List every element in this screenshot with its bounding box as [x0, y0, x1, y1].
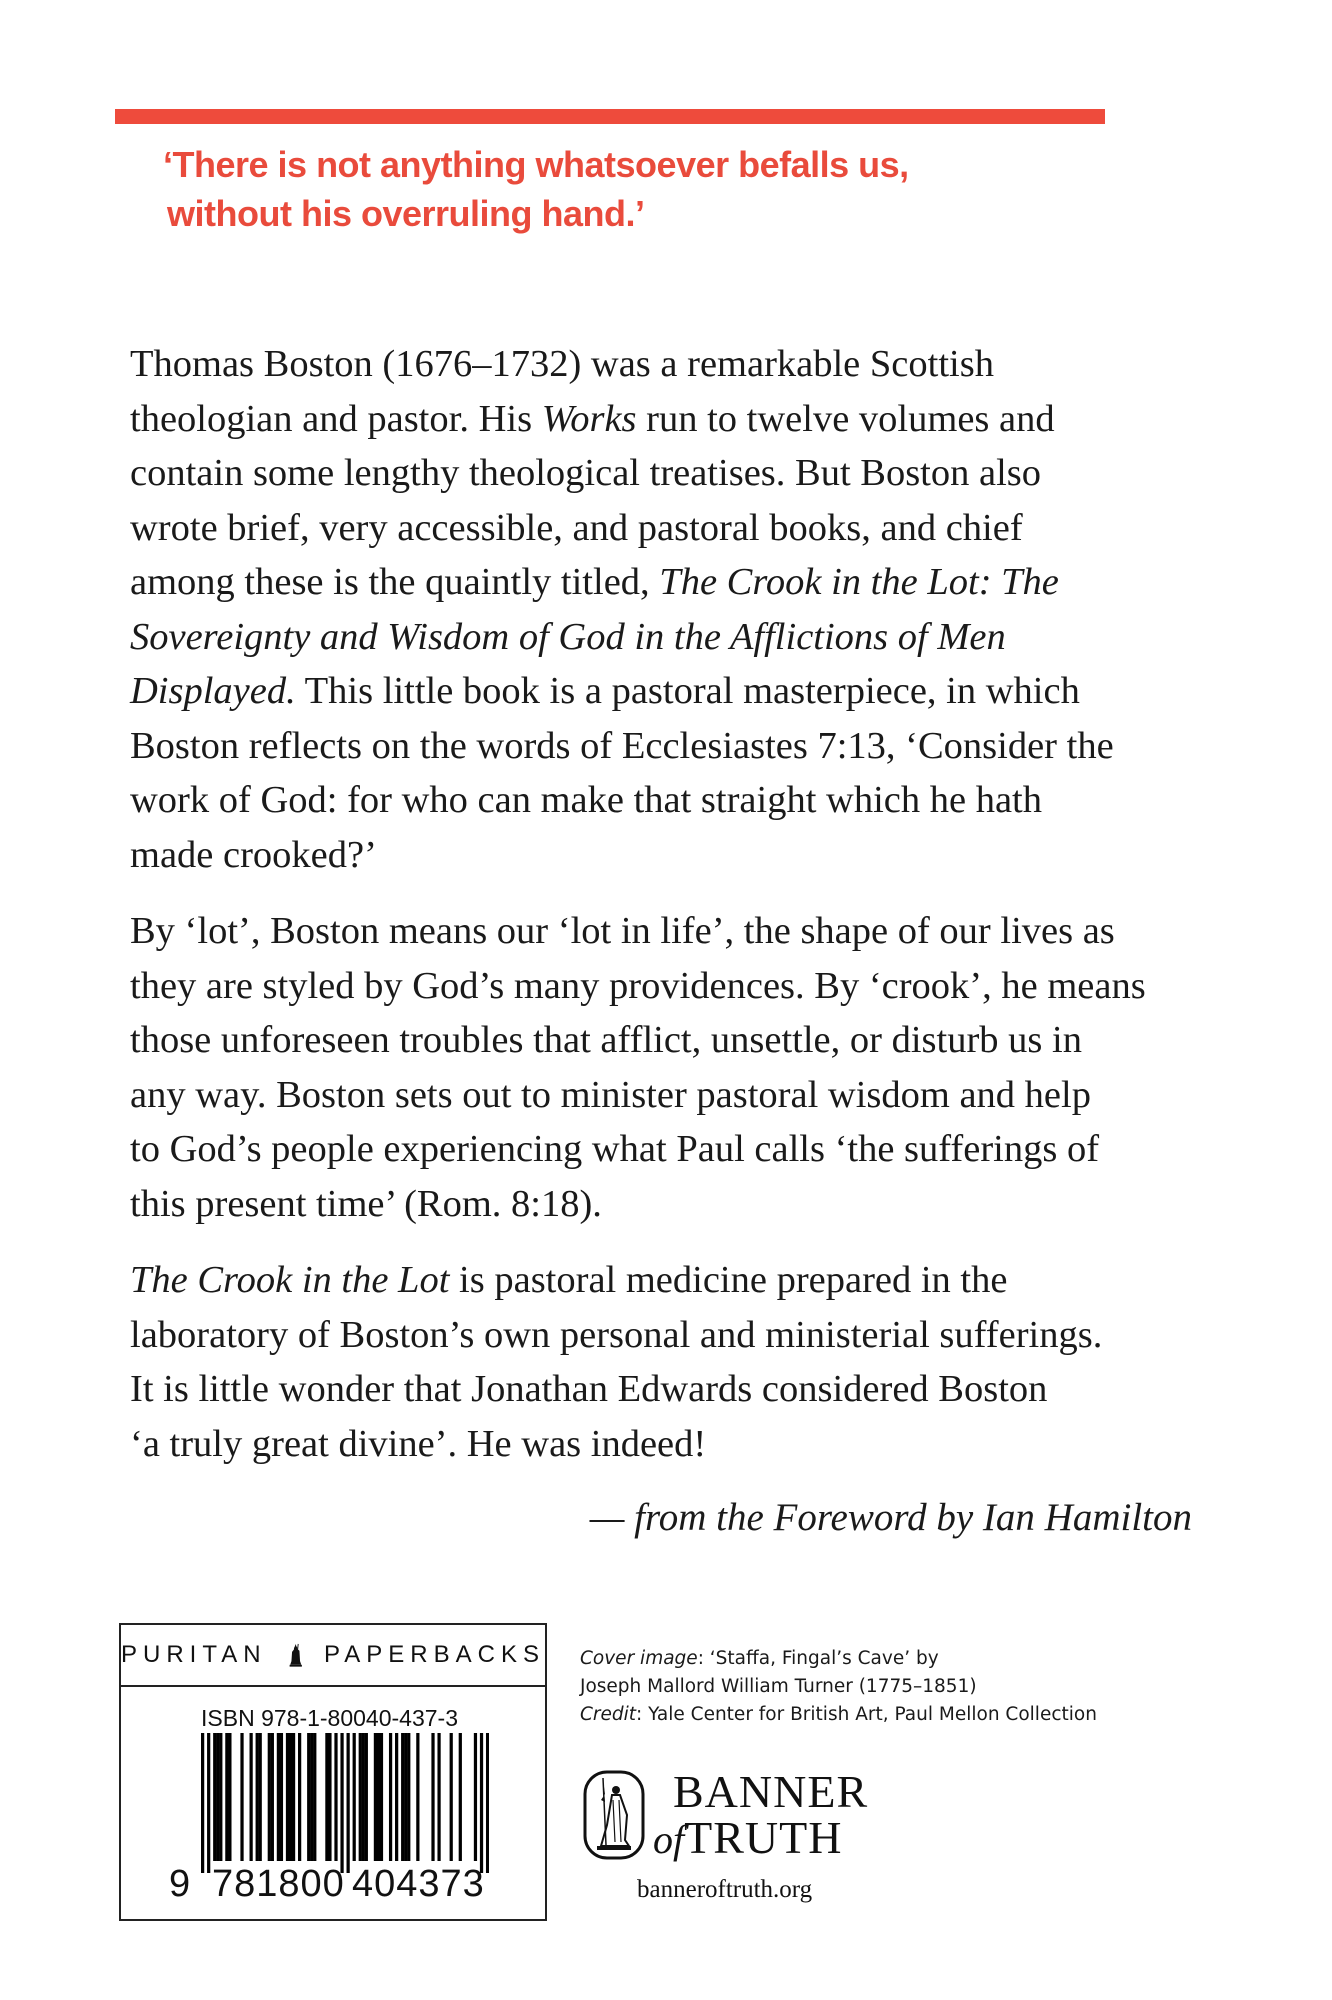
- barcode-bar: [347, 1733, 350, 1873]
- text-line: [130, 904, 1210, 959]
- barcode-bar: [307, 1733, 310, 1861]
- text-line: [130, 1122, 1210, 1177]
- text-run: Boston reflects on the words of Ecclesiastes 7:13, ‘Consider the: [130, 724, 1114, 767]
- text-line: [130, 392, 1210, 447]
- text-line: [130, 1417, 1210, 1472]
- pull-quote-line: without his overruling hand.’: [167, 193, 645, 234]
- barcode-bar: [404, 1733, 407, 1861]
- wordmark-of: of: [653, 1817, 685, 1862]
- text-line: [130, 446, 1210, 501]
- blurb-body: [130, 337, 1210, 1493]
- text-run: any way. Boston sets out to minister pastoral wisdom and help: [130, 1073, 1091, 1116]
- barcode-bar: [486, 1733, 489, 1873]
- text-line: [130, 337, 1210, 392]
- barcode-digits-right: 404373: [352, 1863, 485, 1905]
- banner-bearer-emblem-icon: [583, 1770, 645, 1860]
- barcode-bar: [250, 1733, 253, 1861]
- text-run: theologian and pastor. His: [130, 397, 542, 440]
- wordmark-truth: TRUTH: [684, 1812, 843, 1863]
- barcode-bar: [313, 1733, 316, 1861]
- barcode-digit-lead: 9: [169, 1863, 191, 1905]
- barcode-bar: [353, 1733, 356, 1861]
- text-run: this present time’ (Rom. 8:18).: [130, 1182, 602, 1225]
- barcode-bar: [280, 1733, 283, 1861]
- italic-run: Works: [541, 397, 637, 440]
- credit-label: Credit: [580, 1704, 637, 1725]
- barcode-bar: [219, 1733, 222, 1861]
- credit-text: Joseph Mallord William Turner (1775–1851): [580, 1676, 977, 1697]
- publisher-wordmark: [653, 1766, 869, 1864]
- barcode-bar: [340, 1733, 343, 1873]
- blurb-paragraph: [130, 1253, 1210, 1471]
- barcode-bar: [292, 1733, 295, 1861]
- barcode-bar: [365, 1733, 368, 1861]
- text-line: [130, 1362, 1210, 1417]
- text-line: [130, 828, 1210, 883]
- barcode-bar: [334, 1733, 337, 1861]
- barcode-bar: [213, 1733, 216, 1861]
- series-name-left: PURITAN: [121, 1641, 267, 1668]
- barcode-bar: [389, 1733, 392, 1861]
- text-run: contain some lengthy theological treatises. But Boston also: [130, 452, 1042, 494]
- barcode-bar: [395, 1733, 398, 1861]
- text-run: run to twelve volumes and: [636, 397, 1055, 440]
- barcode-bar: [377, 1733, 380, 1861]
- barcode-bar: [437, 1733, 440, 1861]
- text-run: they are styled by God’s many providences. By ‘crook’, he means: [130, 964, 1146, 1007]
- publisher-website[interactable]: banneroftruth.org: [637, 1876, 813, 1903]
- pull-quote: [163, 140, 1063, 238]
- barcode-bar: [480, 1733, 483, 1873]
- text-line: [130, 501, 1210, 556]
- italic-run: The Crook in the Lot: [130, 1259, 450, 1301]
- text-line: [130, 1253, 1210, 1308]
- barcode-bar: [259, 1733, 262, 1861]
- publisher-logo: [583, 1766, 869, 1864]
- text-line: [130, 1013, 1210, 1068]
- barcode-bar: [325, 1733, 328, 1861]
- text-line: [130, 664, 1210, 719]
- text-run: It is little wonder that Jonathan Edwards considered Boston: [130, 1368, 1048, 1410]
- barcode-bar: [298, 1733, 301, 1861]
- text-run: This little book is a pastoral masterpiece, in which: [295, 670, 1080, 712]
- barcode-bar: [380, 1733, 383, 1861]
- text-run: Thomas Boston (1676–1732) was a remarkable Scottish: [130, 343, 994, 385]
- isbn-label: ISBN 978-1-80040-437-3: [201, 1705, 458, 1731]
- text-line: [130, 610, 1210, 665]
- text-run: wrote brief, very accessible, and pastoral books, and chief: [130, 506, 1023, 549]
- barcode-bar: [431, 1733, 434, 1861]
- barcode-bar: [474, 1733, 477, 1861]
- text-run: to God’s people experiencing what Paul calls ‘the sufferings of: [130, 1128, 1100, 1170]
- text-run: laboratory of Boston’s own personal and ministerial sufferings.: [130, 1313, 1103, 1356]
- series-name-right: PAPERBACKS: [324, 1641, 545, 1668]
- barcode-bar: [271, 1733, 274, 1861]
- series-header: [121, 1625, 545, 1687]
- text-line: [130, 959, 1210, 1014]
- text-run: ‘a truly great divine’. He was indeed!: [130, 1422, 707, 1465]
- text-line: [130, 719, 1210, 774]
- barcode-bar: [289, 1733, 292, 1861]
- cover-image-credits: [580, 1645, 1097, 1729]
- barcode-bar: [401, 1733, 404, 1861]
- barcode-bar: [286, 1733, 289, 1861]
- barcode-bar: [201, 1733, 204, 1873]
- credit-text: : ‘Staffa, Fingal’s Cave’ by: [697, 1648, 939, 1669]
- barcode-bar: [310, 1733, 313, 1861]
- blurb-paragraph: [130, 904, 1210, 1231]
- wordmark-of-truth: [653, 1814, 868, 1864]
- barcode-bar: [459, 1733, 462, 1861]
- text-run: made crooked?’: [130, 833, 377, 876]
- barcode-bar: [216, 1733, 219, 1861]
- barcode-bar: [416, 1733, 419, 1861]
- wordmark-banner: BANNER: [673, 1766, 869, 1817]
- text-line: [130, 1068, 1210, 1123]
- barcode-bar: [225, 1733, 228, 1861]
- text-run: work of God: for who can make that straight which he hath: [130, 779, 1042, 821]
- text-line: [130, 773, 1210, 828]
- barcode-bar: [362, 1733, 365, 1861]
- credit-text: : Yale Center for British Art, Paul Mellon Collection: [636, 1704, 1097, 1725]
- italic-run: Sovereignty and Wisdom of God in the Afflictions of Men: [130, 615, 1006, 658]
- barcode-bar: [228, 1733, 231, 1861]
- barcode-bar: [328, 1733, 331, 1861]
- pull-quote-line: ‘There is not anything whatsoever befalls us,: [163, 144, 909, 185]
- credit-line: [580, 1701, 1097, 1729]
- barcode-bar: [207, 1733, 210, 1873]
- text-run: By ‘lot’, Boston means our ‘lot in life’, the shape of our lives as: [130, 910, 1115, 952]
- isbn-barcode-box: [119, 1623, 547, 1921]
- barcode-digits-left: 781800: [212, 1863, 345, 1905]
- italic-run: Displayed.: [130, 670, 296, 712]
- text-run: is pastoral medicine prepared in the: [449, 1259, 1008, 1301]
- credit-label: Cover image: [580, 1648, 698, 1669]
- barcode: [201, 1733, 489, 1873]
- blurb-paragraph: [130, 337, 1210, 882]
- text-line: [130, 555, 1210, 610]
- barcode-bar: [240, 1733, 243, 1861]
- puritan-figure-icon: [289, 1635, 302, 1675]
- text-run: among these is the quaintly titled,: [130, 561, 660, 603]
- barcode-bar: [256, 1733, 259, 1861]
- barcode-bar: [359, 1733, 362, 1861]
- barcode-bar: [407, 1733, 410, 1861]
- italic-run: The Crook in the Lot: The: [659, 561, 1059, 603]
- credit-line: [580, 1645, 1097, 1673]
- accent-rule: [115, 109, 1105, 124]
- barcode-bar: [374, 1733, 377, 1861]
- text-line: [130, 1308, 1210, 1363]
- barcode-bar: [450, 1733, 453, 1861]
- foreword-attribution: — from the Foreword by Ian Hamilton: [589, 1496, 1192, 1539]
- text-line: [130, 1177, 1210, 1232]
- barcode-bar: [268, 1733, 271, 1861]
- barcode-bar: [277, 1733, 280, 1861]
- text-run: those unforeseen troubles that afflict, unsettle, or disturb us in: [130, 1019, 1082, 1061]
- credit-line: [580, 1673, 1097, 1701]
